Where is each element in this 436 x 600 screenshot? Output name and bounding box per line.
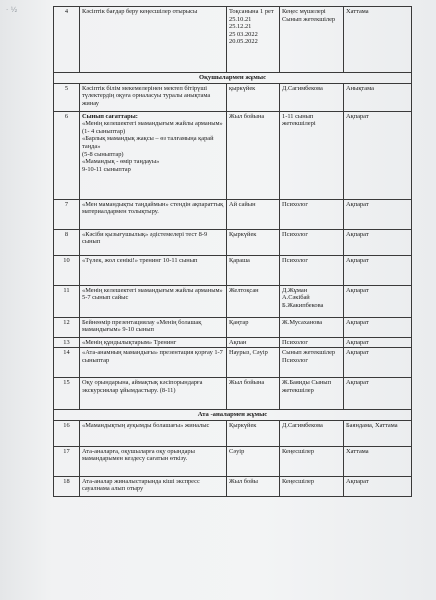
table-row <box>54 317 412 337</box>
responsible-cell: Кеңесшілер <box>280 476 344 496</box>
responsible-cell: Ж.Баяиды Сынып жетекшілер <box>280 378 344 410</box>
responsible-cell: Кеңесшілер <box>280 446 344 476</box>
responsible-cell: Д.Сагимбекова <box>280 420 344 446</box>
row-number: 5 <box>54 83 80 111</box>
row-number: 18 <box>54 476 80 496</box>
activity-details: «Менің келешектегі мамандығым жайлы арманым» (1- 4 сыныптар) «Барлық мамандық жақсы – өз талғамыңа қарай таңда» (5-8 сыныптар) «Мамандық - өмір таңдауы» 9-10-11 сыныптар <box>82 120 223 173</box>
row-number: 11 <box>54 285 80 317</box>
responsible-cell: Д.Жұман А.Сәкібай Б.Жакипбекова <box>280 285 344 317</box>
activity-cell: «Ата-анамның мамандығы» презентация қорғау 1-7 сыныптар <box>80 348 227 378</box>
row-number: 7 <box>54 199 80 229</box>
table-row <box>54 255 412 285</box>
responsible-cell: Психолог <box>280 199 344 229</box>
table-row <box>54 348 412 378</box>
table-row <box>54 378 412 410</box>
activity-cell: Ата-аналарға, оқушыларға оқу орындары мамандарымен кездесу сағатын өткізу. <box>80 446 227 476</box>
responsible-cell: Психолог <box>280 255 344 285</box>
row-number: 15 <box>54 378 80 410</box>
activity-cell: «Мен мамандықты таңдаймын» стендін ақпараттық материалдармен толықтыру. <box>80 199 227 229</box>
activity-cell <box>80 111 227 199</box>
activity-cell: «Түлек, жол сенікі!» тренинг 10-11 сынып <box>80 255 227 285</box>
table-row <box>54 446 412 476</box>
date-cell: Жыл бойына <box>227 378 280 410</box>
date-cell: Жыл бойы <box>227 476 280 496</box>
activity-cell: «Менің келешектегі мамандығым жайлы арманым» 5-7 сынып сайыс <box>80 285 227 317</box>
date-cell: Қараша <box>227 255 280 285</box>
result-cell: Ақпарат <box>344 111 412 199</box>
activity-cell: Оқу орындарына, аймақтық кәсіпорындарға экскурсиялар ұйымдастыру. (8-11) <box>80 378 227 410</box>
table-row <box>54 229 412 255</box>
row-number: 10 <box>54 255 80 285</box>
table-row <box>54 7 412 73</box>
section-title-students: Оқушылармен жұмыс <box>54 73 412 84</box>
table-row <box>54 199 412 229</box>
date-cell: Қыркүйек <box>227 420 280 446</box>
result-cell: Ақпарат <box>344 348 412 378</box>
date-cell: Тоқсанына 1 рет 25.10.21 25.12.21 25 03.2022 20.05.2022 <box>227 7 280 73</box>
result-cell: Ақпарат <box>344 285 412 317</box>
section-row <box>54 73 412 84</box>
responsible-cell: Сынып жетекшілер Психолог <box>280 348 344 378</box>
activity-cell: Кәсіптік бағдар беру кеңесшілер отырысы <box>80 7 227 73</box>
date-cell: қыркүйек <box>227 83 280 111</box>
row-number: 17 <box>54 446 80 476</box>
responsible-cell: 1-11 сынып жетекшілері <box>280 111 344 199</box>
responsible-cell: Кеңес мүшелері Сынып жетекшілер <box>280 7 344 73</box>
date-cell: Ай сайын <box>227 199 280 229</box>
date-cell: Наурыз, Сәуір <box>227 348 280 378</box>
table-row <box>54 285 412 317</box>
responsible-cell: Психолог <box>280 229 344 255</box>
result-cell: Ақпарат <box>344 317 412 337</box>
row-number: 6 <box>54 111 80 199</box>
row-number: 8 <box>54 229 80 255</box>
date-cell: Ақпан <box>227 337 280 348</box>
activity-cell: Кәсіптік білім мекемелерінен мектеп бітірүші түлектердің оқуға орналасуы туралы анықтама жинау <box>80 83 227 111</box>
section-row <box>54 410 412 421</box>
responsible-cell: Д.Сагимбекова <box>280 83 344 111</box>
date-cell: Қыркүйек <box>227 229 280 255</box>
result-cell: Хаттама <box>344 446 412 476</box>
table-row <box>54 83 412 111</box>
result-cell: Ақпарат <box>344 199 412 229</box>
table-row <box>54 420 412 446</box>
section-title-parents: Ата -аналармен жұмыс <box>54 410 412 421</box>
responsible-cell: Психолог <box>280 337 344 348</box>
table-row <box>54 476 412 496</box>
row-number: 16 <box>54 420 80 446</box>
responsible-cell: Ж.Мусаханова <box>280 317 344 337</box>
activity-cell: Ата-аналар жиналыстарында кіші экспресс сауалнама алып отыру <box>80 476 227 496</box>
result-cell: Ақпарат <box>344 255 412 285</box>
plan-table <box>53 6 412 497</box>
result-cell: Ақпарат <box>344 337 412 348</box>
table-row <box>54 337 412 348</box>
row-number: 4 <box>54 7 80 73</box>
result-cell: Баяндама, Хаттама <box>344 420 412 446</box>
result-cell: Хаттама <box>344 7 412 73</box>
activity-cell: «Мамандықтың ауқымды болашағы» жиналыс <box>80 420 227 446</box>
activity-cell: Бейнеөмір презентациялау «Менің болашақ мамандығым» 9-10 сынып <box>80 317 227 337</box>
row-number: 13 <box>54 337 80 348</box>
date-cell: Желтоқсан <box>227 285 280 317</box>
date-cell: Сәуір <box>227 446 280 476</box>
result-cell: Ақпарат <box>344 229 412 255</box>
page-corner-mark: · ½ <box>6 6 18 14</box>
result-cell: Анықтама <box>344 83 412 111</box>
row-number: 14 <box>54 348 80 378</box>
date-cell: Қаңтар <box>227 317 280 337</box>
activity-cell: «Менің құндылықтарым» Тренинг <box>80 337 227 348</box>
result-cell: Ақпарат <box>344 378 412 410</box>
date-cell: Жыл бойына <box>227 111 280 199</box>
activity-title: Сынып сағаттары: <box>82 112 138 120</box>
table-row <box>54 111 412 199</box>
row-number: 12 <box>54 317 80 337</box>
result-cell: Ақпарат <box>344 476 412 496</box>
activity-cell: «Кәсіби қызығушылық» әдістемелері тест 8-9 сынып <box>80 229 227 255</box>
